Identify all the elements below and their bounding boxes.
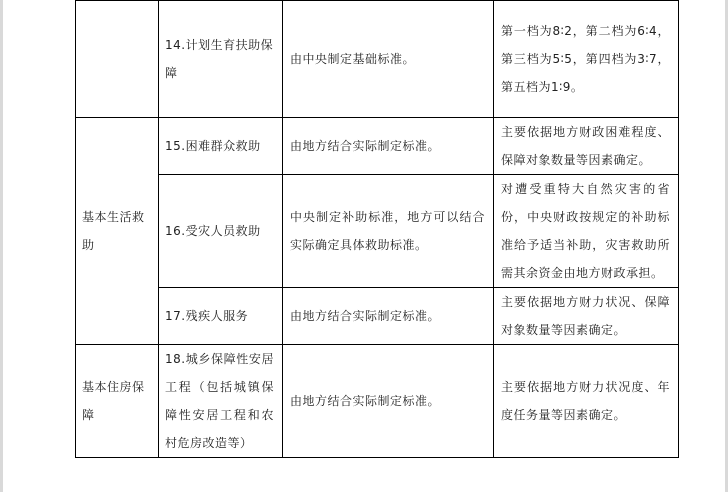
table-row bbox=[76, 288, 679, 345]
sharing-cell: 第一档为8∶2，第二档为6∶4，第三档为5∶5，第四档为3∶7，第五档为1∶9。 bbox=[494, 1, 679, 118]
sharing-cell: 主要依据地方财力状况度、年度任务量等因素确定。 bbox=[494, 345, 679, 458]
item-cell: 15.困难群众救助 bbox=[159, 118, 283, 175]
table-row bbox=[76, 345, 679, 458]
category-cell: 基本住房保障 bbox=[76, 345, 159, 458]
item-cell: 17.残疾人服务 bbox=[159, 288, 283, 345]
sharing-cell: 主要依据地方财政困难程度、保障对象数量等因素确定。 bbox=[494, 118, 679, 175]
standard-cell: 由中央制定基础标准。 bbox=[283, 1, 494, 118]
standard-cell: 中央制定补助标准，地方可以结合实际确定具体救助标准。 bbox=[283, 175, 494, 288]
table-row bbox=[76, 175, 679, 288]
table-row bbox=[76, 118, 679, 175]
item-cell: 18.城乡保障性安居工程（包括城镇保障性安居工程和农村危房改造等） bbox=[159, 345, 283, 458]
item-cell: 16.受灾人员救助 bbox=[159, 175, 283, 288]
item-cell: 14.计划生育扶助保障 bbox=[159, 1, 283, 118]
table-row bbox=[76, 1, 679, 118]
standard-cell: 由地方结合实际制定标准。 bbox=[283, 345, 494, 458]
category-cell bbox=[76, 1, 159, 118]
responsibility-table bbox=[75, 0, 679, 458]
category-cell: 基本生活救助 bbox=[76, 118, 159, 345]
standard-cell: 由地方结合实际制定标准。 bbox=[283, 118, 494, 175]
sharing-cell: 对遭受重特大自然灾害的省份，中央财政按规定的补助标准给予适当补助，灾害救助所需其余资金由地方财政承担。 bbox=[494, 175, 679, 288]
sharing-cell: 主要依据地方财力状况、保障对象数量等因素确定。 bbox=[494, 288, 679, 345]
standard-cell: 由地方结合实际制定标准。 bbox=[283, 288, 494, 345]
page-left-edge bbox=[0, 0, 3, 492]
